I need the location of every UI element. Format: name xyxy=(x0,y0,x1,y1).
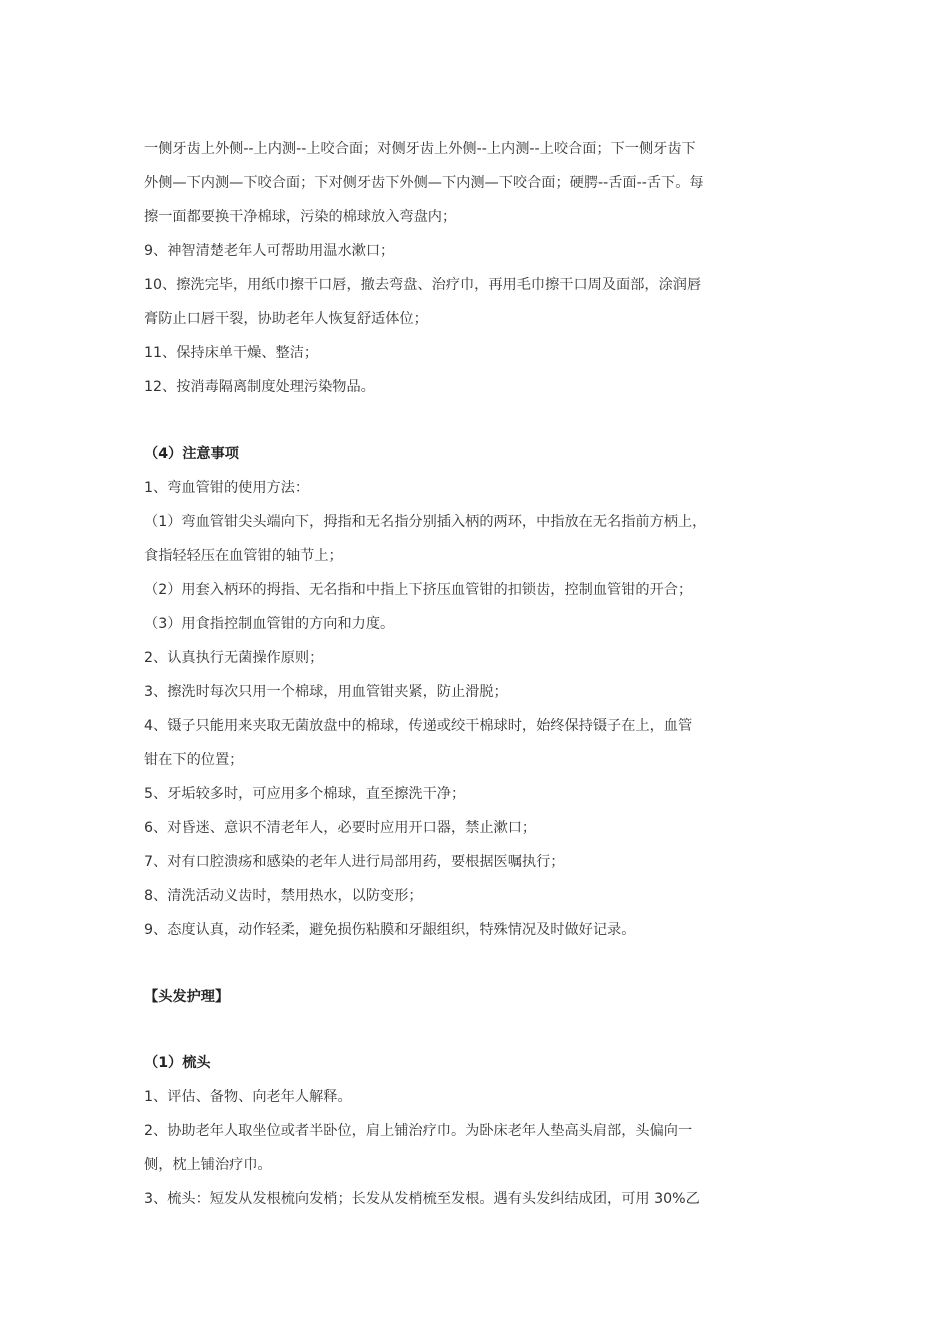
list-item: 9、态度认真，动作轻柔，避免损伤粘膜和牙龈组织，特殊情况及时做好记录。 xyxy=(144,922,636,938)
list-item: 7、对有口腔溃疡和感染的老年人进行局部用药，要根据医嘱执行； xyxy=(144,854,565,870)
text-line: 擦一面都要换干净棉球，污染的棉球放入弯盘内； xyxy=(144,209,457,225)
list-item: 10、擦洗完毕，用纸巾擦干口唇，撤去弯盘、治疗巾，再用毛巾擦干口周及面部，涂润唇 xyxy=(144,277,702,293)
list-item: 2、协助老年人取坐位或者半卧位，肩上铺治疗巾。为卧床老年人垫高头肩部，头偏向一 xyxy=(144,1123,693,1139)
list-item: 5、牙垢较多时，可应用多个棉球，直至擦洗干净； xyxy=(144,786,466,802)
text-line: 食指轻轻压在血管钳的轴节上； xyxy=(144,548,343,564)
list-item: 11、保持床单干燥、整洁； xyxy=(144,345,319,361)
text-line: 膏防止口唇干裂，协助老年人恢复舒适体位； xyxy=(144,311,428,327)
list-item: （2）用套入柄环的拇指、无名指和中指上下挤压血管钳的扣锁齿，控制血管钳的开合； xyxy=(144,582,693,598)
list-item: 6、对昏迷、意识不清老年人，必要时应用开口器，禁止漱口； xyxy=(144,820,537,836)
list-item: 12、按消毒隔离制度处理污染物品。 xyxy=(144,379,375,395)
list-item: 3、梳头：短发从发根梳向发梢；长发从发梢梳至发根。遇有头发纠结成团，可用 30%乙 xyxy=(144,1191,700,1207)
text-line: 钳在下的位置； xyxy=(144,752,244,768)
section-heading: （4）注意事项 xyxy=(144,446,239,462)
section-title: 【头发护理】 xyxy=(144,989,230,1005)
list-item: 3、擦洗时每次只用一个棉球，用血管钳夹紧，防止滑脱； xyxy=(144,684,508,700)
list-item: 4、镊子只能用来夹取无菌放盘中的棉球，传递或绞干棉球时，始终保持镊子在上，血管 xyxy=(144,718,693,734)
text-line: 侧，枕上铺治疗巾。 xyxy=(144,1157,272,1173)
list-item: （1）弯血管钳尖头端向下，拇指和无名指分别插入柄的两环，中指放在无名指前方柄上， xyxy=(144,514,707,530)
list-item: （3）用食指控制血管钳的方向和力度。 xyxy=(144,616,395,632)
subsection-heading: （1）梳头 xyxy=(144,1055,211,1071)
list-item: 9、神智清楚老年人可帮助用温水漱口； xyxy=(144,243,395,259)
text-line: 一侧牙齿上外侧--上内测--上咬合面；对侧牙齿上外侧--上内测--上咬合面；下一侧牙齿下 xyxy=(144,141,696,157)
list-item: 1、弯血管钳的使用方法： xyxy=(144,480,310,496)
text-line: 外侧—下内测—下咬合面；下对侧牙齿下外侧—下内测—下咬合面；硬腭--舌面--舌下。每 xyxy=(144,175,704,191)
list-item: 2、认真执行无菌操作原则； xyxy=(144,650,324,666)
list-item: 8、清洗活动义齿时，禁用热水，以防变形； xyxy=(144,888,423,904)
list-item: 1、评估、备物、向老年人解释。 xyxy=(144,1089,352,1105)
